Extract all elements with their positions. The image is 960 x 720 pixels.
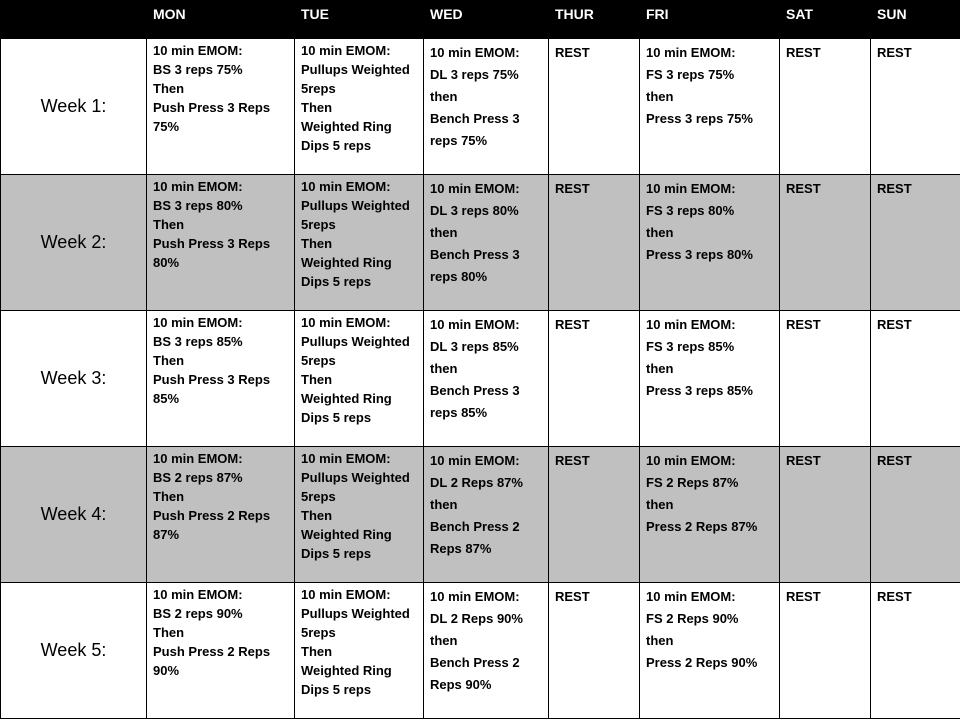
wed-line: reps 85%: [430, 405, 488, 420]
tue-line: Pullups Weighted: [301, 62, 410, 77]
sat-cell: REST: [780, 583, 871, 719]
week-row: [1, 39, 960, 175]
week-row: [1, 175, 960, 311]
sat-cell: REST: [780, 175, 871, 311]
tue-line: Dips 5 reps: [301, 546, 372, 561]
tue-line: Pullups Weighted: [301, 198, 410, 213]
mon-cell: [147, 39, 295, 175]
wed-cell: [424, 175, 549, 311]
wed-line: DL 3 reps 85%: [430, 339, 519, 354]
wed-line: then: [430, 225, 458, 240]
wed-cell: [424, 39, 549, 175]
mon-line: 10 min EMOM:: [153, 451, 243, 466]
tue-line: Dips 5 reps: [301, 274, 372, 289]
fri-line: FS 3 reps 75%: [646, 67, 735, 82]
wed-cell: [424, 311, 549, 447]
tue-line: Dips 5 reps: [301, 682, 372, 697]
mon-line: 90%: [153, 663, 180, 678]
mon-line: Push Press 3 Reps: [153, 100, 271, 115]
fri-line: FS 2 Reps 87%: [646, 475, 739, 490]
sun-cell: REST: [871, 583, 960, 719]
tue-cell: [295, 175, 424, 311]
wed-line: reps 80%: [430, 269, 488, 284]
mon-line: Push Press 2 Reps: [153, 508, 271, 523]
fri-line: FS 3 reps 80%: [646, 203, 735, 218]
fri-line: 10 min EMOM:: [646, 45, 736, 60]
mon-line: Push Press 3 Reps: [153, 372, 271, 387]
mon-line: Then: [153, 353, 185, 368]
header-wed: WED: [424, 1, 549, 39]
wed-line: then: [430, 89, 458, 104]
thur-cell: REST: [549, 39, 640, 175]
tue-line: Dips 5 reps: [301, 138, 372, 153]
mon-line: 10 min EMOM:: [153, 43, 243, 58]
fri-cell: [640, 447, 780, 583]
wed-line: 10 min EMOM:: [430, 453, 520, 468]
tue-line: Then: [301, 644, 333, 659]
wed-cell: [424, 447, 549, 583]
fri-line: Press 3 reps 80%: [646, 247, 753, 262]
wed-line: Bench Press 2: [430, 655, 520, 670]
tue-line: Then: [301, 372, 333, 387]
tue-line: Then: [301, 100, 333, 115]
mon-line: Push Press 3 Reps: [153, 236, 271, 251]
fri-line: 10 min EMOM:: [646, 317, 736, 332]
thur-cell: REST: [549, 175, 640, 311]
week-label: Week 1:: [1, 39, 147, 175]
tue-line: Weighted Ring: [301, 255, 392, 270]
fri-line: then: [646, 89, 674, 104]
thur-cell: REST: [549, 583, 640, 719]
mon-line: Push Press 2 Reps: [153, 644, 271, 659]
fri-line: then: [646, 633, 674, 648]
tue-cell: [295, 39, 424, 175]
mon-line: Then: [153, 625, 185, 640]
header-corner: [1, 1, 147, 39]
mon-line: BS 2 reps 87%: [153, 470, 243, 485]
fri-line: then: [646, 361, 674, 376]
tue-cell: [295, 311, 424, 447]
tue-line: Weighted Ring: [301, 119, 392, 134]
sun-cell: REST: [871, 39, 960, 175]
mon-cell: [147, 175, 295, 311]
header-mon: MON: [147, 1, 295, 39]
mon-line: BS 2 reps 90%: [153, 606, 243, 621]
week-label: Week 2:: [1, 175, 147, 311]
wed-line: DL 3 reps 80%: [430, 203, 519, 218]
fri-line: Press 3 reps 85%: [646, 383, 753, 398]
wed-line: Bench Press 3: [430, 383, 520, 398]
tue-line: 10 min EMOM:: [301, 43, 391, 58]
header-sun: SUN: [871, 1, 960, 39]
fri-line: Press 3 reps 75%: [646, 111, 753, 126]
mon-line: Then: [153, 81, 185, 96]
sat-cell: REST: [780, 311, 871, 447]
week-label: Week 4:: [1, 447, 147, 583]
header-tue: TUE: [295, 1, 424, 39]
tue-line: Then: [301, 236, 333, 251]
wed-line: Reps 87%: [430, 541, 492, 556]
fri-line: Press 2 Reps 87%: [646, 519, 758, 534]
wed-line: DL 2 Reps 90%: [430, 611, 523, 626]
tue-line: Then: [301, 508, 333, 523]
mon-line: BS 3 reps 75%: [153, 62, 243, 77]
wed-line: 10 min EMOM:: [430, 45, 520, 60]
header-thur: THUR: [549, 1, 640, 39]
wed-line: Bench Press 2: [430, 519, 520, 534]
week-row: [1, 447, 960, 583]
mon-line: 87%: [153, 527, 180, 542]
fri-cell: [640, 311, 780, 447]
wed-line: 10 min EMOM:: [430, 589, 520, 604]
wed-line: DL 3 reps 75%: [430, 67, 519, 82]
tue-line: Pullups Weighted: [301, 334, 410, 349]
thur-cell: REST: [549, 447, 640, 583]
mon-cell: [147, 583, 295, 719]
mon-line: 80%: [153, 255, 180, 270]
mon-line: Then: [153, 217, 185, 232]
week-row: [1, 311, 960, 447]
wed-line: Bench Press 3: [430, 247, 520, 262]
tue-line: 10 min EMOM:: [301, 451, 391, 466]
tue-line: 5reps: [301, 625, 336, 640]
fri-line: FS 2 Reps 90%: [646, 611, 739, 626]
wed-line: reps 75%: [430, 133, 488, 148]
fri-line: then: [646, 225, 674, 240]
tue-line: 5reps: [301, 489, 336, 504]
mon-line: Then: [153, 489, 185, 504]
fri-cell: [640, 175, 780, 311]
mon-cell: [147, 311, 295, 447]
tue-line: Weighted Ring: [301, 527, 392, 542]
wed-line: then: [430, 361, 458, 376]
tue-line: 5reps: [301, 353, 336, 368]
mon-line: 10 min EMOM:: [153, 587, 243, 602]
wed-line: 10 min EMOM:: [430, 181, 520, 196]
mon-line: BS 3 reps 85%: [153, 334, 243, 349]
wed-line: then: [430, 497, 458, 512]
fri-line: Press 2 Reps 90%: [646, 655, 758, 670]
tue-line: Dips 5 reps: [301, 410, 372, 425]
sun-cell: REST: [871, 311, 960, 447]
tue-cell: [295, 447, 424, 583]
tue-line: 5reps: [301, 217, 336, 232]
sun-cell: REST: [871, 175, 960, 311]
week-label: Week 3:: [1, 311, 147, 447]
sat-cell: REST: [780, 447, 871, 583]
header-sat: SAT: [780, 1, 871, 39]
wed-line: then: [430, 633, 458, 648]
sun-cell: REST: [871, 447, 960, 583]
mon-line: 85%: [153, 391, 180, 406]
tue-line: 10 min EMOM:: [301, 179, 391, 194]
wed-cell: [424, 583, 549, 719]
thur-cell: REST: [549, 311, 640, 447]
mon-line: BS 3 reps 80%: [153, 198, 243, 213]
mon-line: 75%: [153, 119, 180, 134]
tue-line: 10 min EMOM:: [301, 315, 391, 330]
header-fri: FRI: [640, 1, 780, 39]
wed-line: 10 min EMOM:: [430, 317, 520, 332]
header-row: [1, 1, 960, 39]
mon-line: 10 min EMOM:: [153, 179, 243, 194]
tue-line: Weighted Ring: [301, 663, 392, 678]
mon-line: 10 min EMOM:: [153, 315, 243, 330]
wed-line: Reps 90%: [430, 677, 492, 692]
fri-line: 10 min EMOM:: [646, 589, 736, 604]
tue-line: Pullups Weighted: [301, 470, 410, 485]
fri-cell: [640, 39, 780, 175]
fri-line: then: [646, 497, 674, 512]
tue-line: Pullups Weighted: [301, 606, 410, 621]
fri-line: 10 min EMOM:: [646, 181, 736, 196]
tue-line: Weighted Ring: [301, 391, 392, 406]
mon-cell: [147, 447, 295, 583]
wed-line: DL 2 Reps 87%: [430, 475, 523, 490]
week-label: Week 5:: [1, 583, 147, 719]
fri-cell: [640, 583, 780, 719]
tue-cell: [295, 583, 424, 719]
sat-cell: REST: [780, 39, 871, 175]
week-row: [1, 583, 960, 719]
tue-line: 5reps: [301, 81, 336, 96]
fri-line: 10 min EMOM:: [646, 453, 736, 468]
fri-line: FS 3 reps 85%: [646, 339, 735, 354]
wed-line: Bench Press 3: [430, 111, 520, 126]
tue-line: 10 min EMOM:: [301, 587, 391, 602]
